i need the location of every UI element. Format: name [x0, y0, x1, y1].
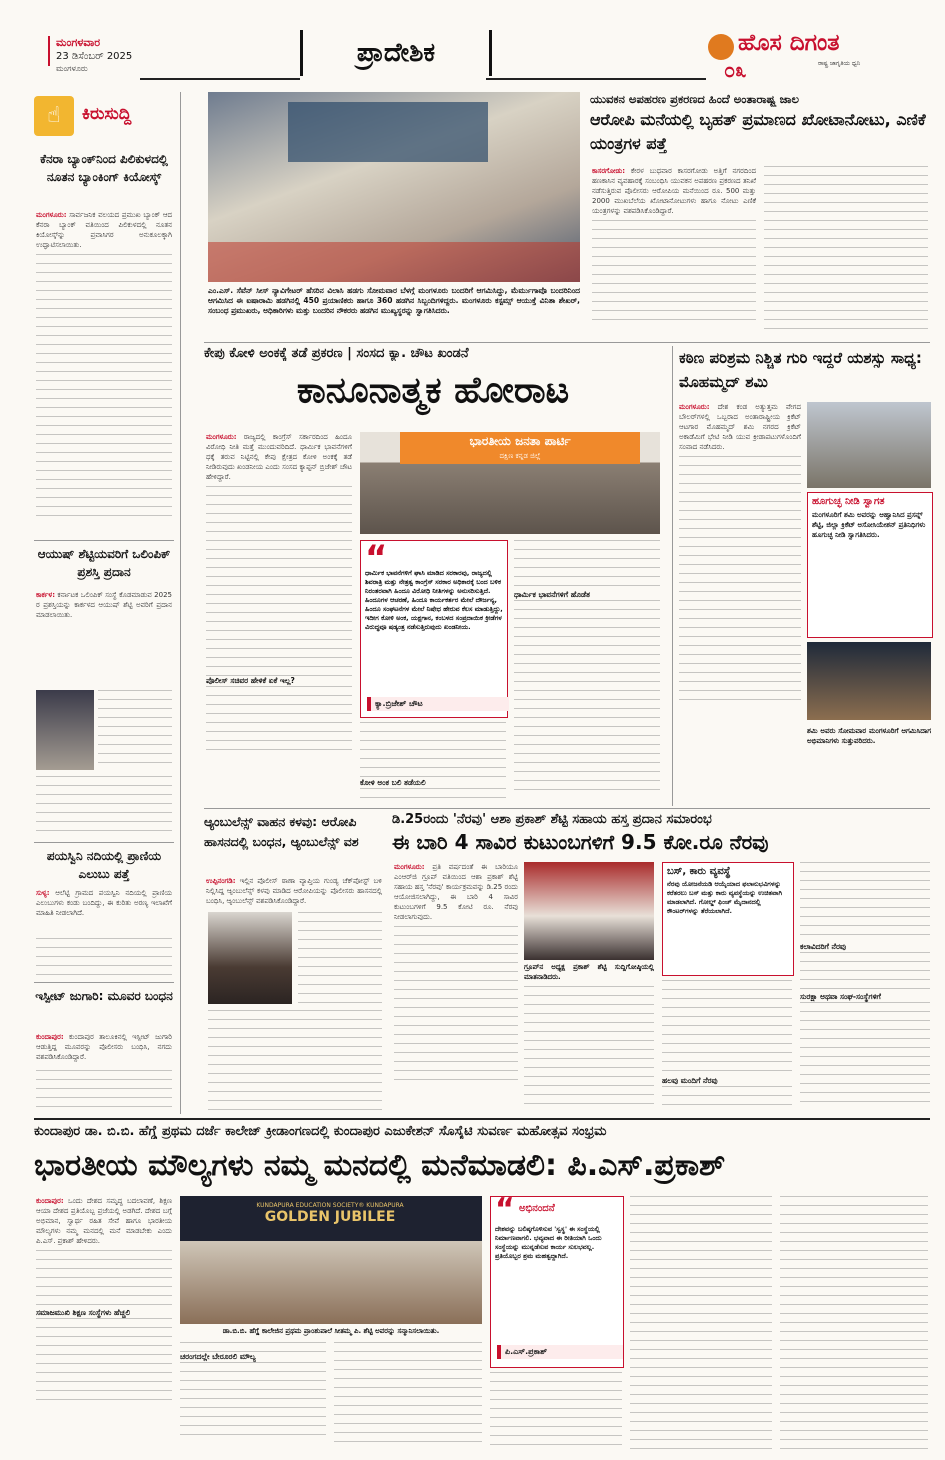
nerav-body-col4 [800, 862, 930, 1112]
kepu-dateline: ಮಂಗಳೂರು: [206, 433, 237, 441]
nerav-filler-col4 [800, 862, 930, 942]
masthead-rule-right [486, 78, 706, 80]
kepu-body: ರಾಜ್ಯದಲ್ಲಿ ಕಾಂಗ್ರೆಸ್ ಸರ್ಕಾರದಿಂದ ಹಿಂದೂ ವಿರೋಧಿ ನೀತಿ ಮತ್ತೆ ಮುಂದುವರಿದಿದೆ. ಧಾರ್ಮಿಕ ಭಾವನೆಗಳಿಗೆ ಧಕ್ಕೆ ತರುವ ನಿಟ್ಟಿನಲ್ಲಿ ಕೇಪು ಕ್ಷೇತ್ರದ ಕೋಳಿ ಅಂಕಕ್ಕೆ ತಡೆ ನೀಡಿರುವುದು ಖಂಡನೀಯ ಎಂದು ಸಂಸದ ಕ್ಯಾಪ್ಟನ್ ಬ್ರಿಜೇಶ್ ಚೌಟ ಹೇಳಿದ್ದಾರೆ. [206, 433, 352, 481]
kidnap-filler-1 [592, 220, 756, 320]
section-title: ಪ್ರಾದೇಶಿಕ [356, 38, 436, 68]
bottom-filler-col2b [180, 1362, 326, 1442]
kepu-filler-col1b [206, 686, 352, 756]
kepu-filler-col2 [360, 722, 506, 778]
kirusuddi-text-1: ಸಾರ್ವಜನಿಕ ವಲಯದ ಪ್ರಮುಖ ಬ್ಯಾಂಕ್ ಆದ ಕೆನರಾ ಬ್ಯಾಂಕ್ ವತಿಯಿಂದ ಪಿಲಿಕುಳದಲ್ಲಿ ನೂತನ ಕಿಯೋಸ್ಕ್‌ನ್ನು ಪ್ರವಾಸಿಗರ ಅನುಕೂಲಕ್ಕಾಗಿ ಉದ್ಘಾಟಿಸಲಾಯಿತು. [36, 211, 172, 249]
bottom-filler-col4 [490, 1372, 622, 1450]
kepu-story [204, 346, 662, 806]
kepu-subhead-3: ಕೋಳಿ ಅಂಕ ಬಲಿ ತಡೆಯಲಿ [360, 778, 426, 787]
masthead-date: 23 ಡಿಸೆಂಬರ್ 2025 [56, 51, 133, 62]
bottom-filler-col2 [180, 1342, 326, 1352]
ambulance-headline: ಆ್ಯಂಬುಲೆನ್ಸ್ ವಾಹನ ಕಳವು: ಆರೋಪಿ ಹಾಸನದಲ್ಲಿ ಬಂಧನ, ಆ್ಯಂಬುಲೆನ್ಸ್ ವಶ [204, 814, 359, 849]
accused-photo [208, 912, 292, 1004]
paper-logo [708, 30, 914, 82]
bjp-banner-text: ಭಾರತೀಯ ಜನತಾ ಪಾರ್ಟಿ [469, 434, 571, 448]
ambulance-text: ಇಲ್ಲಿನ ಪೊಲೀಸ್ ಠಾಣಾ ವ್ಯಾಪ್ತಿಯ ಗುಂಡ್ಯ ಚೆಕ್‌ಪೋಸ್ಟ್ ಬಳಿ ನಿಲ್ಲಿಸಿದ್ದ ಆ್ಯಂಬುಲೆನ್ಸ್ ಕಳವು ಮಾಡಿದ ಆರೋಪಿಯನ್ನು ಪೊಲೀಸರು ಹಾಸನದಲ್ಲಿ ಬಂಧಿಸಿ, ಆ್ಯಂಬುಲೆನ್ಸ್ ವಶಪಡಿಸಿಕೊಂಡಿದ್ದಾರೆ. [206, 877, 382, 905]
shami-caption: ಶಮಿ ಅವರು ಸೋಮವಾರ ಮಂಗಳೂರಿಗೆ ಆಗಮಿಸಿದಾಗ ಅಭಿಮಾನಿಗಳು ಸುತ್ತುವರಿದರು. [807, 727, 931, 745]
nerav-body: ಪ್ರತಿ ವರ್ಷದಂತೆ ಈ ಬಾರಿಯೂ ಎಂಆರ್‌ಜಿ ಗ್ರೂಪ್ ವತಿಯಿಂದ ಆಶಾ ಪ್ರಕಾಶ್ ಶೆಟ್ಟಿ ಸಹಾಯ ಹಸ್ತ 'ನೆರವು' ಕಾರ್ಯಕ್ರಮವನ್ನು ಡಿ.25 ರಂದು ಆಯೋಜಿಸಲಾಗಿದ್ದು, ಈ ಬಾರಿ 4 ಸಾವಿರ ಕುಟುಂಬಗಳಿಗೆ 9.5 ಕೋಟಿ ರೂ. ನೆರವು ನೀಡಲಾಗುವುದು. [394, 863, 518, 921]
nerav-filler-col2 [524, 986, 654, 1110]
bottom-filler-col3 [334, 1342, 482, 1450]
shami-box [807, 492, 933, 638]
nerav-subhead-1: ಸುರಕ್ಷಾ ಅಥವಾ ಸಂಘ-ಸಂಸ್ಥೆಗಳಿಗೆ [800, 992, 881, 1001]
jubilee-photo [180, 1196, 482, 1324]
kirusuddi-headline-3: ಪಯಸ್ವಿನಿ ನದಿಯಲ್ಲಿ ಪ್ರಾಣಿಯ ಎಲುಬು ಪತ್ತೆ [34, 842, 174, 883]
kepu-body-col2 [360, 722, 506, 802]
shami-body: ದೇಶ ಕಂಡ ಅತ್ಯುತ್ತಮ ವೇಗದ ಬೌಲರ್‌ಗಳಲ್ಲಿ ಒಬ್ಬರಾದ ಅಂತಾರಾಷ್ಟ್ರೀಯ ಕ್ರಿಕೆಟ್ ಆಟಗಾರ ಮೊಹಮ್ಮದ್ ಶಮಿ ನಗರದ ಕ್ರಿಕೆಟ್ ಅಕಾಡೆಮಿಗೆ ಭೇಟಿ ನೀಡಿ ಯುವ ಕ್ರೀಡಾಪಟುಗಳೊಂದಿಗೆ ಸಂವಾದ ನಡೆಸಿದರು. [679, 403, 801, 451]
nerav-box-body: ನೆರವು ಯೋಜನೆಯಡಿ ಆಯ್ಕೆಯಾದ ಫಲಾನುಭವಿಗಳನ್ನು ಕರೆತರಲು ಬಸ್ ಮತ್ತು ಕಾರು ವ್ಯವಸ್ಥೆಯನ್ನು ಉಚಿತವಾಗಿ ಮಾಡಲಾಗಿದೆ. ಗೋಲ್ಡ್ ಫಿಂಚ್ ಮೈದಾನದಲ್ಲಿ ಕೌಂಟರ್‌ಗಳನ್ನು ತೆರೆಯಲಾಗಿದೆ. [667, 880, 783, 915]
logo-mark-icon [708, 34, 734, 60]
rule-mid [204, 808, 930, 809]
kirusuddi-dateline-1: ಮಂಗಳೂರು: [36, 211, 67, 219]
kirusuddi-dateline-3: ಸುಳ್ಯ: [36, 889, 50, 897]
abhinandane-by-text: ಪಿ.ಎಸ್.ಪ್ರಕಾಶ್ [505, 1347, 548, 1356]
nerav-photo-caption: ಗ್ರೂಪ್‌ನ ಅಧ್ಯಕ್ಷ ಪ್ರಕಾಶ್ ಶೆಟ್ಟಿ ಸುದ್ದಿಗೋಷ್ಠಿಯಲ್ಲಿ ಮಾತನಾಡಿದರು. [524, 963, 654, 981]
kirusuddi-text-2: ಕರ್ನಾಟಕ ಒಲಿಂಪಿಕ್ ಸಂಸ್ಥೆ ಕೊಡಮಾಡುವ 2025 ರ ಪ್ರಶಸ್ತಿಯನ್ನು ಕಾರ್ಕಳದ ಆಯುಷ್ ಶೆಟ್ಟಿ ಅವರಿಗೆ ಪ್ರದಾನ ಮಾಡಲಾಯಿತು. [36, 591, 172, 619]
kepu-kicker: ಕೇಪು ಕೋಳಿ ಅಂಕಕ್ಕೆ ತಡೆ ಪ್ರಕರಣ | ಸಂಸದ ಕ್ಯಾ. ಚೌಟ ಖಂಡನೆ [204, 346, 469, 361]
kepu-subhead-1: ಧಾರ್ಮಿಕ ಭಾವನೆಗಳಿಗೆ ಹೊಡೆತ [514, 590, 591, 599]
kidnap-story [590, 92, 930, 336]
nerav-box-title: ಬಸ್, ಕಾರು ವ್ಯವಸ್ಥೆ [667, 866, 731, 877]
kidnap-body: ಕೇರಳ ಬುಧವಾರ ಕಾಸರಗೋಡು ಅತ್ತಿಗೆ ನಗರದಿಂದ ಹಣಕಾಸಿನ ವ್ಯವಹಾರಕ್ಕೆ ಸಂಬಂಧಿಸಿ ಯುವಕನ ಅಪಹರಣ ಪ್ರಕರಣದ ತನಿಖೆ ನಡೆಸುತ್ತಿರುವ ಪೊಲೀಸರು ಆರೋಪಿಯ ಮನೆಯಿಂದ ರೂ. 500 ಮತ್ತು 2000 ಮುಖಬೆಲೆಯ ಖೋಟಾನೋಟುಗಳು ಹಾಗೂ ನೋಟು ಎಣಿಕೆ ಯಂತ್ರಗಳನ್ನು ವಶಪಡಿಸಿಕೊಂಡಿದ್ದಾರೆ. [592, 167, 756, 215]
kirusuddi-header [34, 96, 174, 140]
kirusuddi-filler-2b [36, 776, 172, 836]
bjp-banner [400, 432, 640, 464]
abhinandane-quote-icon: “ [495, 1192, 515, 1227]
masthead-day: ಮಂಗಳವಾರ [56, 36, 101, 49]
kirusuddi-filler-3 [36, 938, 172, 978]
quote-mark-icon: “ [365, 538, 388, 578]
nerav-filler-col3b [662, 1086, 792, 1108]
bottom-dateline: ಕುಂದಾಪುರ: [36, 1197, 64, 1205]
kirusuddi-hand-icon: ☝ [34, 96, 74, 136]
ambulance-dateline: ಉಪ್ಪಿನಂಗಡಿ: [206, 877, 236, 885]
nerav-dateline: ಮಂಗಳೂರು: [394, 863, 425, 871]
kirusuddi-column [34, 92, 181, 1114]
rule-under-top [204, 342, 930, 343]
bottom-kicker: ಕುಂದಾಪುರ ಡಾ. ಬಿ.ಬಿ. ಹೆಗ್ಡೆ ಪ್ರಥಮ ದರ್ಜೆ ಕಾಲೇಜ್ ಕ್ರೀಡಾಂಗಣದಲ್ಲಿ ಕುಂದಾಪುರ ಎಜುಕೇಶನ್ ಸೊಸೈಟಿ ಸುವರ್ಣ ಮಹೋತ್ಸವ ಸಂಭ್ರಮ [34, 1124, 607, 1139]
shami-filler-col1 [679, 456, 801, 706]
kirusuddi-body-2 [36, 590, 172, 686]
kepu-quote-box [360, 540, 508, 718]
kirusuddi-filler-1 [36, 254, 172, 524]
kirusuddi-headline-4: ಇಸ್ಪೀಟ್ ಜುಗಾರಿ: ಮೂವರ ಬಂಧನ [34, 982, 174, 1005]
kepu-filler-col3 [514, 540, 660, 590]
nerav-subhead-3: ಹಲವು ಮಂದಿಗೆ ನೆರವು [662, 1076, 718, 1085]
kirusuddi-body-1 [36, 210, 172, 528]
kepu-quote: ಧಾರ್ಮಿಕ ಭಾವನೆಗಳಿಗೆ ಘಾಸಿ ಮಾಡಿದ ಸರಕಾರವು, ರಾಜ್ಯದಲ್ಲಿ ಶಿವರಾತ್ರಿ ಮತ್ತು ನೇತ್ರತ್ವ ಕಾಂಗ್ರೆಸ್ ಸರಕಾರ ಅಧಿಕಾರಕ್ಕೆ ಬಂದ ಬಳಿಕ ನಿರಂತರವಾಗಿ ಹಿಂದೂ ವಿರೋಧಿ ನೀತಿಗಳನ್ನು ಅನುಸರಿಸುತ್ತಿದೆ. ಹಿಂದೂಗಳ ಆಚರಣೆ, ಹಿಂದೂ ಕಾರ್ಯಕರ್ತರ ಮೇಲೆ ದೌರ್ಜನ್ಯ, ಹಿಂದೂ ಸಂಘಟನೆಗಳ ಮೇಲೆ ನಿಷೇಧ ಹೇರುವ ಕೆಲಸ ಮಾಡುತ್ತಿದ್ದು, ಇದೀಗ ಕೋಳಿ ಅಂಕ, ಯಕ್ಷಗಾನ, ಕಂಬಳದ ಸಂಪ್ರದಾಯಿಕ ಕ್ರೀಡೆಗಳ ವಿರುದ್ಧವೂ ಷಡ್ಯಂತ್ರ ನಡೆಸುತ್ತಿರುವುದು ಖಂಡನೀಯ. [365, 569, 503, 631]
kirusuddi-headline-2: ಆಯುಷ್ ಶೆಟ್ಟಿಯವರಿಗೆ ಒಲಿಂಪಿಕ್ ಪ್ರಶಸ್ತಿ ಪ್ರದಾನ [34, 540, 174, 581]
kepu-body-col1 [206, 432, 352, 802]
kirusuddi-headline-1: ಕೆನರಾ ಬ್ಯಾಂಕ್‌ನಿಂದ ಪಿಲಿಕುಳದಲ್ಲಿ ನೂತನ ಬ್ಯಾಂಕಿಂಗ್ ಕಿಯೋಸ್ಕ್ [40, 152, 168, 184]
bottom-filler-col1 [36, 1250, 172, 1308]
nerav-headline: ಈ ಬಾರಿ 4 ಸಾವಿರ ಕುಟುಂಬಗಳಿಗೆ 9.5 ಕೋ.ರೂ ನೆರವು [392, 830, 769, 854]
kidnap-filler-2 [764, 166, 928, 332]
nerav-kicker: ಡಿ.25ರಂದು 'ನೆರವು' ಆಶಾ ಪ್ರಕಾಶ್ ಶೆಟ್ಟಿ ಸಹಾಯ ಹಸ್ತ ಪ್ರದಾನ ಸಮಾರಂಭ [392, 812, 712, 827]
nerav-photo [524, 862, 654, 960]
bottom-headline: ಭಾರತೀಯ ಮೌಲ್ಯಗಳು ನಮ್ಮ ಮನದಲ್ಲಿ ಮನೆಮಾಡಲಿ: ಪಿ.ಎಸ್.ಪ್ರಕಾಶ್ [34, 1148, 726, 1183]
bottom-body: ಒಂದು ದೇಶದ ಸಮೃದ್ಧ ಬದಲಾವಣೆ, ಶಿಕ್ಷಣ ಆಯಾ ದೇಶದ ಪ್ರತಿಯೊಬ್ಬ ಪ್ರಜೆಯಲ್ಲಿ ಅಡಗಿದೆ. ದೇಶದ ಬಗ್ಗೆ ಅಭಿಮಾನ, ಸ್ವಾರ್ಥ ರಹಿತ ಸೇವೆ ಹಾಗೂ ಭಾರತೀಯ ಮೌಲ್ಯಗಳು ನಮ್ಮ ಮನದಲ್ಲಿ ಮನೆ ಮಾಡಬೇಕು ಎಂದು ಪಿ.ಎಸ್. ಪ್ರಕಾಶ್ ಹೇಳಿದರು. [36, 1197, 172, 1245]
bottom-filler-col6 [780, 1196, 928, 1450]
kepu-subhead-2: ಪೊಲೀಸ್ ಸಚಿವರ ಹೇಳಿಕೆ ಏಕೆ ಇಲ್ಲ? [206, 676, 295, 685]
jubilee-banner-text: KUNDAPURA EDUCATION SOCIETY® KUNDAPURA [256, 1202, 404, 1209]
section-title-box [300, 30, 492, 76]
kirusuddi-label: ಕಿರುಸುದ್ದಿ [82, 104, 132, 124]
ambulance-filler-2 [208, 1010, 382, 1112]
kidnap-body-col1 [592, 166, 756, 334]
ambulance-story [204, 812, 384, 1116]
masthead-rule-left [140, 78, 300, 80]
kirusuddi-filler-2 [98, 690, 172, 770]
bottom-filler-col1b [36, 1318, 172, 1408]
nerav-filler-col3 [662, 980, 792, 1076]
kidnap-dateline: ಕಾಸರಗೋಡು: [592, 167, 626, 175]
shami-story [672, 346, 937, 806]
bottom-body-col2 [180, 1342, 326, 1452]
ship-event-photo [208, 92, 580, 282]
shami-dateline: ಮಂಗಳೂರು: [679, 403, 710, 411]
nerav-body-col3 [662, 980, 792, 1112]
shami-box-title: ಹೂಗುಚ್ಛ ನೀಡಿ ಸ್ವಾಗತ [812, 496, 885, 507]
kepu-filler-col2b [360, 788, 506, 802]
nerav-filler-col4c [800, 1002, 930, 1102]
bottom-story [34, 1124, 930, 1454]
kirusuddi-dateline-4: ಕುಂದಾಪುರ: [36, 1033, 64, 1041]
abhinandane-by [497, 1345, 623, 1359]
kirusuddi-filler-4 [36, 1070, 172, 1110]
bottom-subhead-1: ಸಮಾಜಮುಖಿ ಶಿಕ್ಷಣ ಸಂಸ್ಥೆಗಳು ಹೆಚ್ಚಲಿ [36, 1308, 131, 1317]
bjp-banner-sub: ದಕ್ಷಿಣ ಕನ್ನಡ ಜಿಲ್ಲೆ [499, 452, 541, 460]
masthead-left-bar [48, 36, 50, 66]
kepu-quote-by [367, 697, 509, 711]
nerav-box [662, 862, 794, 976]
kirusuddi-text-4: ಕುಂದಾಪುರ ತಾಲೂಕಿನಲ್ಲಿ ಇಸ್ಪೀಟ್ ಜುಗಾರಿ ಆಡುತ್ತಿದ್ದ ಮೂವರನ್ನು ಪೊಲೀಸರು ಬಂಧಿಸಿ, ನಗದು ವಶಪಡಿಸಿಕೊಂಡಿದ್ದಾರೆ. [36, 1033, 172, 1061]
ambulance-filler-1 [298, 912, 382, 1004]
shami-box-body: ಮಂಗಳೂರಿಗೆ ಶಮಿ ಅವರನ್ನು ಆಹ್ವಾನಿಸಿದ ಪ್ರಸನ್ನ್ ಶೆಟ್ಟಿ, ಜಿಲ್ಲಾ ಕ್ರಿಕೆಟ್ ಅಸೋಸಿಯೇಶನ್ ಪ್ರತಿನಿಧಿಗಳು ಹೂಗುಚ್ಛ ನೀಡಿ ಸ್ವಾಗತಿಸಿದರು. [812, 511, 926, 539]
kepu-body-col3 [514, 540, 660, 802]
nerav-story [392, 812, 930, 1116]
bottom-filler-col5 [630, 1196, 772, 1450]
abhinandane-body: ದೇಶವನ್ನು ಬಲಿಷ್ಠಗೊಳಿಸುವ 'ಸ್ವಸ್ಥ' ಈ ಸಂಸ್ಥೆಯಲ್ಲಿ ನಿರ್ಮಾಣವಾಗಲಿ. ಭವ್ಯವಾದ ಈ ರೀತಿಯಾಗಿ ಒಂದು ಸಂಸ್ಥೆಯನ್ನು ಮುನ್ನಡೆಸುವ ಕಾರ್ಯ ಸುಲಭವಲ್ಲ. ಪ್ರತಿಯೊಬ್ಬರ ಶ್ರಮ ಮಹತ್ವದ್ದಾಗಿದೆ. [495, 1225, 602, 1260]
jubilee-photo-caption: ಡಾ.ಬಿ.ಬಿ. ಹೆಗ್ಡೆ ಕಾಲೇಜಿನ ಪ್ರಥಮ ಪ್ರಾಂಶುಪಾಲೆ ಸೀತಮ್ಮ ಪಿ. ಶೆಟ್ಟಿ ಅವರನ್ನು ಸನ್ಮಾನಿಸಲಾಯಿತು. [222, 1327, 440, 1335]
kepu-headline: ಕಾನೂನಾತ್ಮಕ ಹೋರಾಟ [296, 370, 570, 411]
shami-body-col1 [679, 402, 801, 720]
ship-photo-caption: ಎಂ.ಎಸ್. ಸೆವೆನ್ ಸೀಸ್ ನ್ಯಾವಿಗೇಟರ್ ಹೆಸರಿನ ವಿಲಾಸಿ ಹಡಗು ಸೋಮವಾರ ಬೆಳಗ್ಗೆ ಮಂಗಳೂರು ಬಂದರಿಗೆ ಆಗಮಿಸಿದ್ದು, ಮೆರ್ಮುಗಾವೊ ಬಂದರಿನಿಂದ ಆಗಮಿಸಿದ ಈ ಐಷಾರಾಮಿ ಹಡಗಿನಲ್ಲಿ 450 ಪ್ರಯಾಣಿಕರು ಹಾಗೂ 360 ಹಡಗಿನ ಸಿಬ್ಬಂದಿಗಳಿದ್ದರು. ಮಂಗಳೂರು ಕಸ್ಟಮ್ಸ್ ಆಯುಕ್ತೆ ವಿನಿತಾ ಶೇಖರ್, ಸಂಬಂಧ ಪ್ರಮುಖರು, ಅಧಿಕಾರಿಗಳು ಮತ್ತು ಬಂದರಿನ ನೌಕರರು ಹಡಗಿನ ಮುಖ್ಯಸ್ಥರನ್ನು ಸ್ವಾಗತಿಸಿದರು. [208, 286, 580, 315]
nerav-body-col1 [394, 862, 518, 1112]
ship-photo-stage [208, 242, 580, 282]
kidnap-kicker: ಯುವಕನ ಅಪಹರಣ ಪ್ರಕರಣದ ಹಿಂದೆ ಅಂತಾರಾಷ್ಟ್ರ ಜಾಲ [590, 92, 799, 106]
abhinandane-box [490, 1192, 624, 1368]
paper-name: ಹೊಸ ದಿಗಂತ [738, 30, 840, 56]
shami-bouquet-photo [807, 402, 931, 488]
kepu-filler-col3b [514, 600, 660, 796]
abhinandane-title: ಅಭಿನಂದನೆ [519, 1203, 555, 1214]
nerav-subhead-2: ಕಲಾವಿದರಿಗೆ ನೆರವು [800, 942, 847, 951]
nerav-filler-col1 [394, 926, 518, 1086]
bottom-body-col1 [36, 1196, 172, 1452]
shami-headline: ಕಠಿಣ ಪರಿಶ್ರಮ ನಿಶ್ಚಿತ ಗುರಿ ಇದ್ದರೆ ಯಶಸ್ಸು ಸಾಧ್ಯ: ಮೊಹಮ್ಮದ್ ಶಮಿ [679, 349, 922, 391]
kepu-press-photo [360, 432, 660, 534]
page-number: ೦೩ [724, 58, 747, 82]
masthead-city: ಮಂಗಳೂರು [56, 64, 88, 73]
jubilee-banner-text-2: GOLDEN JUBILEE [264, 1209, 396, 1225]
shami-crowd-photo [807, 642, 931, 720]
kirusuddi-text-3: ಆಲೆಟ್ಟಿ ಗ್ರಾಮದ ಪಯಸ್ವಿನಿ ನದಿಯಲ್ಲಿ ಪ್ರಾಣಿಯ ಎಲುಬುಗಳು ಕಂಡು ಬಂದಿದ್ದು, ಈ ಕುರಿತು ಅರಣ್ಯ ಇಲಾಖೆಗೆ ಮಾಹಿತಿ ನೀಡಲಾಗಿದೆ. [36, 889, 172, 917]
rule-bottom-top [34, 1118, 930, 1120]
kepu-filler-col1 [206, 486, 352, 676]
kepu-quote-by-text: ಕ್ಯಾ.ಬ್ರಿಜೇಶ್ ಚೌಟ [375, 699, 423, 708]
nerav-filler-col4b [800, 952, 930, 992]
ship-photo-banner [288, 102, 488, 162]
kidnap-headline: ಆರೋಪಿ ಮನೆಯಲ್ಲಿ ಬೃಹತ್ ಪ್ರಮಾಣದ ಖೋಟಾನೋಟು, ಎಣಿಕೆ ಯಂತ್ರಗಳ ಪತ್ತೆ [590, 110, 926, 153]
bottom-subhead-2: ಚರಂಗದಲ್ಲೇ ಬೇರೂರಲಿ ಮೌಲ್ಯ [180, 1352, 256, 1361]
paper-tagline: ರಾಷ್ಟ್ರ ಜಾಗೃತಿಯ ಧ್ವನಿ [818, 60, 861, 67]
jubilee-banner [220, 1202, 440, 1225]
ayush-photo [36, 690, 94, 770]
kirusuddi-dateline-2: ಕಾರ್ಕಳ: [36, 591, 55, 599]
masthead [0, 0, 945, 86]
